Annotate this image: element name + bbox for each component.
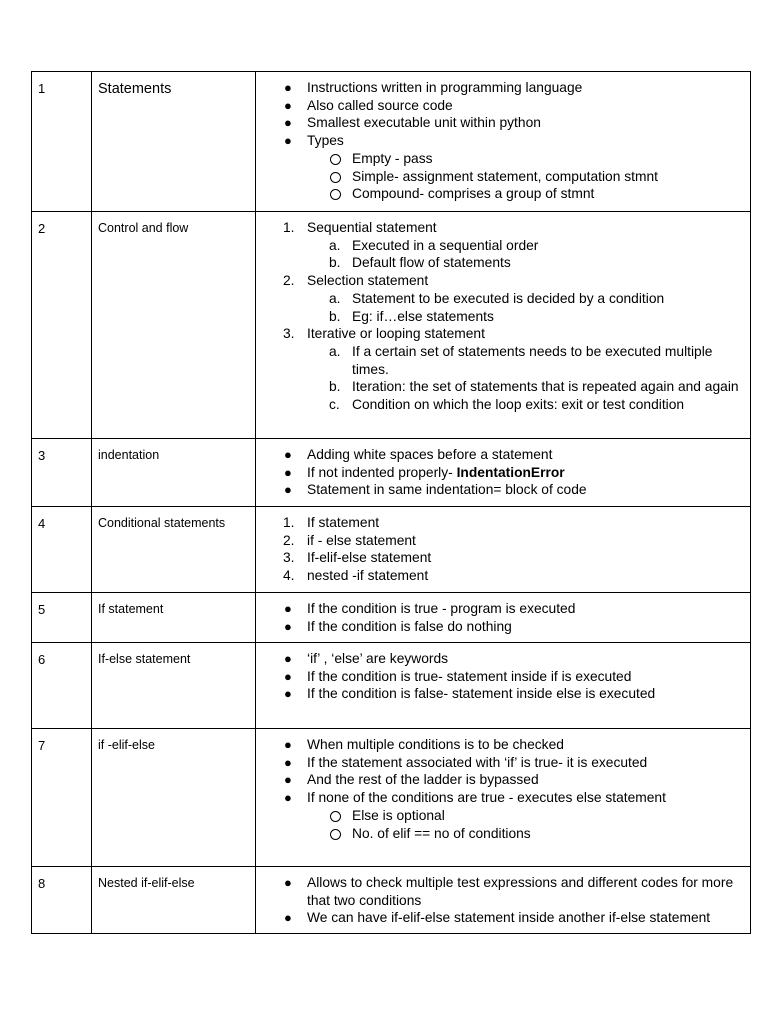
sub-list-item: c. Condition on which the loop exits: exit or test condition (329, 397, 685, 413)
sub-list-item: a. If a certain set of statements needs to be executed multiple times. (329, 343, 713, 377)
table-row (32, 729, 751, 867)
row-number: 2 (32, 212, 92, 439)
hollow-bullet-icon (330, 829, 341, 840)
list-item: 2. if - else statement (283, 532, 416, 548)
row-number: 6 (32, 643, 92, 729)
sub-list-item: No. of elif == no of conditions (256, 825, 744, 843)
list-item: ● Statement in same indentation= block of code (284, 482, 587, 498)
bullet-icon: ● (284, 97, 292, 113)
list-item: ● If the condition is true - program is executed (284, 601, 576, 616)
row-topic: Conditional statements (92, 507, 256, 593)
hollow-bullet-icon (330, 172, 341, 183)
list-item: ● ‘if’ , ‘else’ are keywords (284, 651, 449, 666)
hollow-bullet-icon (330, 189, 341, 200)
bullet-icon: ● (284, 651, 292, 666)
table-row (32, 212, 751, 439)
row-content (256, 867, 751, 934)
list-item: 3. If-elif-else statement (283, 550, 432, 566)
sub-list-item: Simple- assignment statement, computation stmnt (256, 168, 744, 186)
notes-table (31, 71, 751, 934)
bullet-icon: ● (284, 668, 292, 684)
sub-list-item: b. Eg: if…else statements (329, 308, 494, 324)
sub-list-item: Empty - pass (256, 150, 744, 168)
table-row (32, 507, 751, 593)
bullet-icon: ● (284, 618, 292, 634)
error-term: IndentationError (456, 464, 565, 480)
row-content (256, 507, 751, 593)
list-item: ● And the rest of the ladder is bypassed (284, 772, 539, 788)
bullet-icon: ● (284, 686, 292, 702)
row-topic: If statement (92, 593, 256, 643)
row-topic: if -elif-else (92, 729, 256, 867)
table-row (32, 867, 751, 934)
list-item: ● If none of the conditions are true - executes else statement (284, 790, 666, 806)
sub-list-item: a. Executed in a sequential order (329, 237, 539, 253)
bullet-icon: ● (284, 133, 292, 149)
row-content (256, 72, 751, 212)
row-content (256, 439, 751, 507)
bullet-icon: ● (284, 115, 292, 131)
row-number: 4 (32, 507, 92, 593)
row-content (256, 212, 751, 439)
sub-list-item: Compound- comprises a group of stmnt (256, 185, 744, 203)
bullet-icon: ● (284, 482, 292, 498)
row-content (256, 729, 751, 867)
bullet-icon: ● (284, 754, 292, 770)
row-number: 7 (32, 729, 92, 867)
row-number: 3 (32, 439, 92, 507)
row-topic: Statements (92, 72, 256, 212)
bullet-icon: ● (284, 447, 292, 462)
bullet-icon: ● (284, 737, 292, 752)
hollow-bullet-icon (330, 811, 341, 822)
hollow-bullet-icon (330, 154, 341, 165)
list-item: ● Instructions written in programming language (284, 80, 583, 95)
row-number: 8 (32, 867, 92, 934)
table-row (32, 643, 751, 729)
row-number: 5 (32, 593, 92, 643)
table-row (32, 593, 751, 643)
sub-list-item: b. Default flow of statements (329, 255, 511, 271)
list-item: ● If the statement associated with ‘if’ is true- it is executed (284, 754, 648, 770)
bullet-icon: ● (284, 464, 292, 480)
row-topic: indentation (92, 439, 256, 507)
row-content (256, 593, 751, 643)
row-topic: Nested if-elif-else (92, 867, 256, 934)
list-item: 2. Selection statement (283, 273, 429, 289)
list-item: 3. Iterative or looping statement (283, 326, 485, 342)
row-content (256, 643, 751, 729)
bullet-icon: ● (284, 80, 292, 95)
bullet-icon: ● (284, 790, 292, 806)
row-topic: If-else statement (92, 643, 256, 729)
list-item: ● We can have if-elif-else statement inside another if-else statement (284, 910, 711, 926)
row-topic: Control and flow (92, 212, 256, 439)
list-item: ● Types (284, 133, 344, 149)
list-item: ● If the condition is true- statement inside if is executed (284, 668, 632, 684)
bullet-icon: ● (284, 875, 292, 890)
list-item: ● Also called source code (284, 97, 453, 113)
list-item: 1. If statement (283, 515, 380, 530)
sub-list-item: a. Statement to be executed is decided by a condition (329, 290, 665, 306)
sub-list-item: Else is optional (256, 807, 744, 825)
bullet-icon: ● (284, 601, 292, 616)
list-item: ● Allows to check multiple test expressions and different codes for more that two conditions (284, 875, 734, 908)
list-item: ● When multiple conditions is to be checked (284, 737, 564, 752)
list-item: ● Adding white spaces before a statement (284, 447, 553, 462)
list-item: ● Smallest executable unit within python (284, 115, 541, 131)
list-item: 4. nested -if statement (283, 568, 429, 584)
list-item: ● If the condition is false do nothing (284, 618, 512, 634)
list-item: ● If not indented properly- IndentationError (284, 464, 565, 480)
list-item: ● If the condition is false- statement inside else is executed (284, 686, 656, 702)
sub-list-item: b. Iteration: the set of statements that is repeated again and again (329, 379, 739, 395)
list-item: 1. Sequential statement (283, 220, 437, 235)
table-row (32, 72, 751, 212)
bullet-icon: ● (284, 910, 292, 926)
row-number: 1 (32, 72, 92, 212)
bullet-icon: ● (284, 772, 292, 788)
table-row (32, 439, 751, 507)
